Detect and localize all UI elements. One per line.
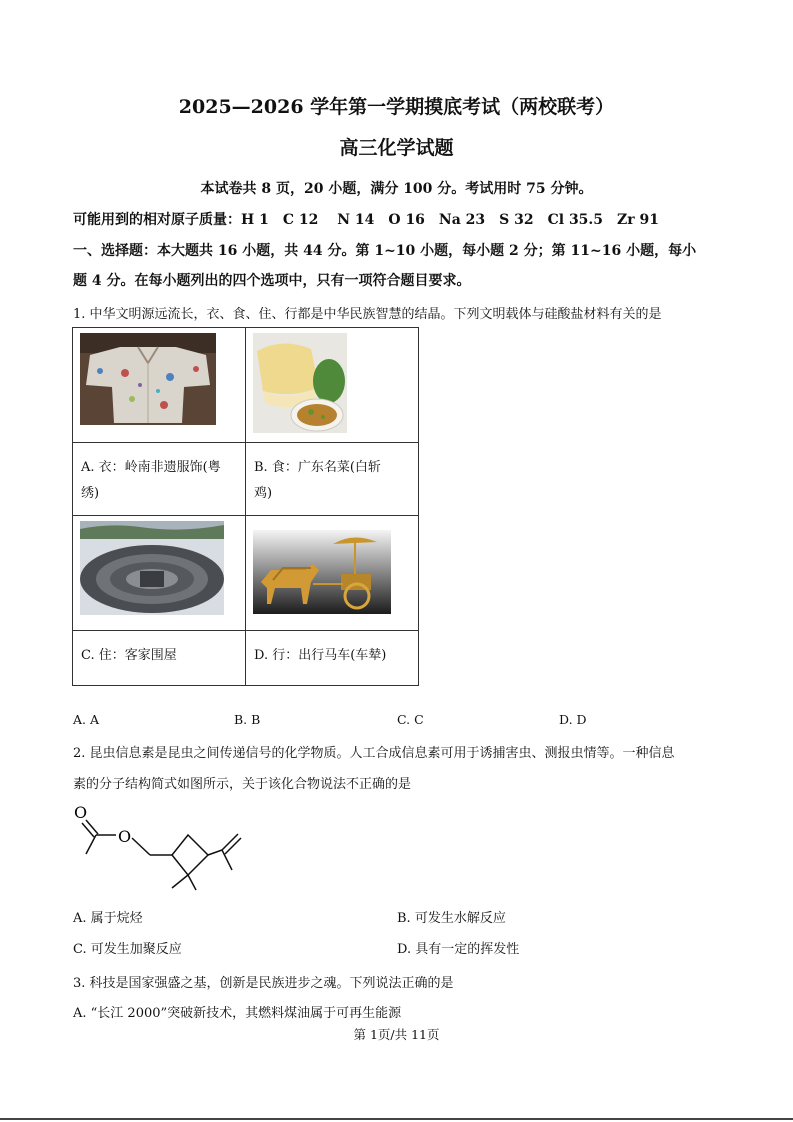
q1-answer-d[interactable]: D. D <box>559 712 587 727</box>
q2-stem-line1: 2. 昆虫信息素是昆虫之间传递信号的化学物质。人工合成信息素可用于诱捕害虫、测报虫情等。一种信息 <box>73 746 675 761</box>
option-c-caption-line1: C. 住：客家围屋 <box>81 648 177 663</box>
q3-stem: 3. 科技是国家强盛之基，创新是民族进步之魂。下列说法正确的是 <box>73 976 454 991</box>
q1-stem: 1. 中华文明源远流长，衣、食、住、行都是中华民族智慧的结晶。下列文明载体与硅酸盐材料有关的是 <box>73 307 662 322</box>
option-a-caption-line1: A. 衣：岭南非遗服饰(粤 <box>81 460 221 475</box>
q3-option-a[interactable]: A. “长江 2000”突破新技术，其燃料煤油属于可再生能源 <box>73 1006 402 1021</box>
ester-oxygen-label: O <box>118 827 132 846</box>
q2-stem-line2: 素的分子结构简式如图所示，关于该化合物说法不正确的是 <box>73 777 412 792</box>
embroidered-robe-image <box>80 333 216 425</box>
hakka-roundhouse-image <box>80 521 224 615</box>
option-a-caption-cell <box>73 443 246 516</box>
white-cut-chicken-image <box>253 333 347 433</box>
q2-option-d[interactable]: D. 具有一定的挥发性 <box>397 942 520 957</box>
option-a-image-cell <box>73 328 246 443</box>
option-c-caption-cell <box>73 631 246 686</box>
carbonyl-oxygen-label: O <box>74 803 88 822</box>
option-b-caption-line1: B. 食：广东名菜(白斩 <box>254 460 381 475</box>
q2-option-b[interactable]: B. 可发生水解反应 <box>397 911 506 926</box>
q1-answer-b[interactable]: B. B <box>234 712 261 727</box>
option-d-caption-cell <box>246 631 419 686</box>
section-heading-line1: 一、选择题：本大题共 16 小题，共 44 分。第 1~10 小题，每小题 2 分；第 11~16 小题，每小 <box>73 243 697 259</box>
q1-answer-a[interactable]: A. A <box>73 712 100 727</box>
option-c-image-cell <box>73 516 246 631</box>
option-b-image-cell <box>246 328 419 443</box>
page-footer: 第 1页/共 11页 <box>353 1027 440 1042</box>
option-d-image-cell <box>246 516 419 631</box>
bronze-chariot-image <box>253 530 391 614</box>
q1-options-table <box>72 327 419 686</box>
bottom-divider <box>0 1118 793 1120</box>
q2-option-a[interactable]: A. 属于烷烃 <box>73 911 143 926</box>
atomic-masses: 可能用到的相对原子质量：H 1 C 12 N 14 O 16 Na 23 S 32 Cl 35.5 Zr 91 <box>73 212 659 228</box>
q2-option-c[interactable]: C. 可发生加聚反应 <box>73 942 182 957</box>
option-b-caption-line2: 鸡) <box>254 486 273 501</box>
exam-subtitle: 高三化学试题 <box>339 137 454 159</box>
q1-answer-c[interactable]: C. C <box>397 712 424 727</box>
option-a-caption-line2: 绣) <box>81 486 100 501</box>
option-b-caption-cell <box>246 443 419 516</box>
molecule-structure-diagram <box>70 798 250 898</box>
section-heading-line2: 题 4 分。在每小题列出的四个选项中，只有一项符合题目要求。 <box>73 273 471 289</box>
option-d-caption-line1: D. 行：出行马车(车辇) <box>254 648 387 663</box>
exam-title: 2025—2026 学年第一学期摸底考试（两校联考） <box>178 96 615 118</box>
exam-info: 本试卷共 8 页，20 小题，满分 100 分。考试用时 75 分钟。 <box>200 181 593 197</box>
